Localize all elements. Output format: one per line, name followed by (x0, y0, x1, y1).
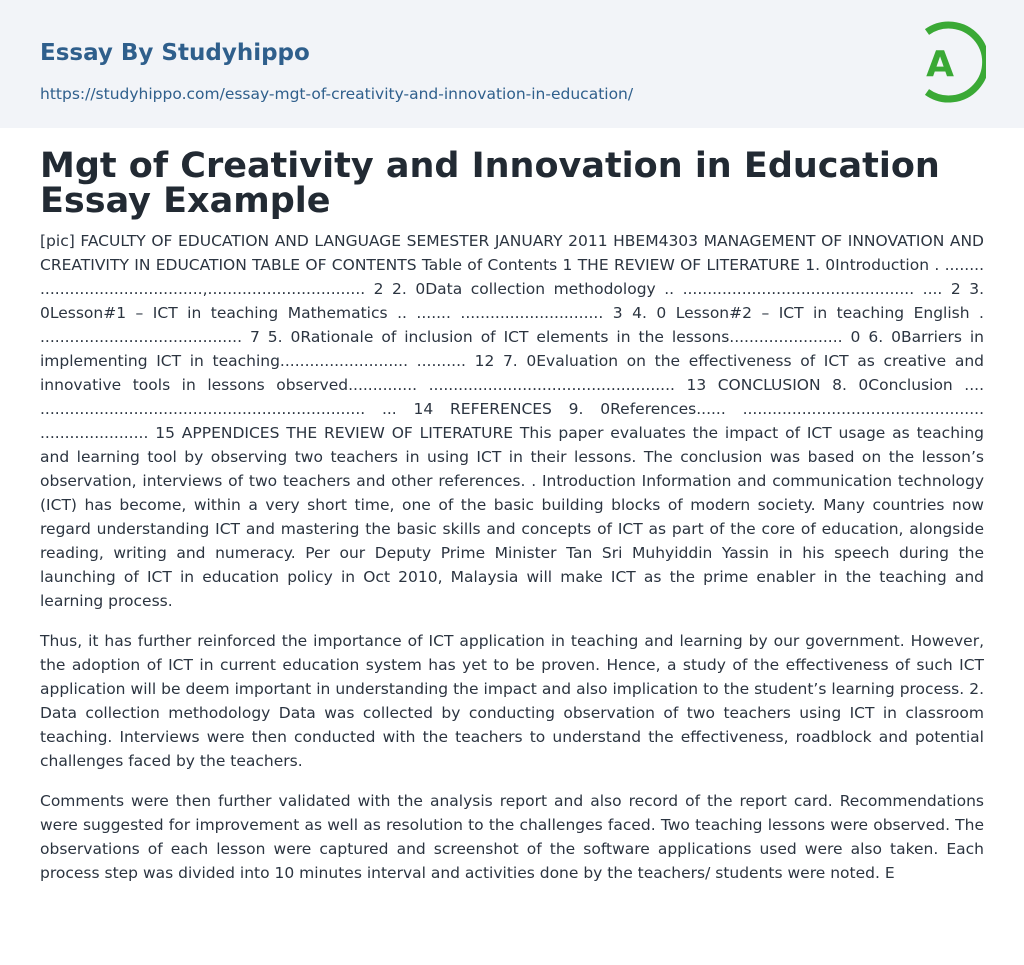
studyhippo-logo-icon[interactable] (912, 19, 986, 105)
site-header (0, 0, 1024, 128)
article-url-link[interactable]: https://studyhippo.com/essay-mgt-of-creativity-and-innovation-in-education/ (40, 85, 634, 103)
page-title: Mgt of Creativity and Innovation in Education Essay Example (40, 146, 940, 221)
article-paragraph: Comments were then further validated with the analysis report and also record of the report card. Recommendations were suggested for improvement as well as resolution to the challenges faced. Two teaching lessons were observed. The observations of each lesson were captured and screenshot of the software applications used were also taken. Each process step was divided into 10 minutes interval and activities done by the teachers/ students were noted. E (40, 792, 984, 882)
logo-letter: A (926, 44, 954, 85)
site-brand[interactable]: Essay By Studyhippo (40, 40, 310, 66)
article-paragraph: Thus, it has further reinforced the importance of ICT application in teaching and learning by our government. However, the adoption of ICT in current education system has yet to be proven. Hence, a study of the effectiveness of such ICT application will be deem important in understanding the impact and also implication to the student’s learning process. 2. Data collection methodology Data was collected by conducting observation of two teachers using ICT in classroom teaching. Interviews were then conducted with the teachers to understand the effectiveness, roadblock and potential challenges faced by the teachers. (40, 632, 984, 770)
article-paragraph: [pic] FACULTY OF EDUCATION AND LANGUAGE SEMESTER JANUARY 2011 HBEM4303 MANAGEMENT OF INNOVATION AND CREATIVITY IN EDUCATION TABLE OF CONTENTS Table of Contents 1 THE REVIEW OF LITERATURE 1. 0Introduction . ........ .................................,................................ 2 2. 0Data collection methodology .. ............................................... .... 2 3. 0Lesson#1 – ICT in teaching Mathematics .. ....... ............................. 3 4. 0 Lesson#2 – ICT in teaching English . ......................................... 7 5. 0Rationale of inclusion of ICT elements in the lessons....................... 0 6. 0Barriers in implementing ICT in teaching.......................... .......... 12 7. 0Evaluation on the effectiveness of ICT as creative and innovative tools in lessons observed.............. .................................................. 13 CONCLUSION 8. 0Conclusion .... .................................................................. ... 14 REFERENCES 9. 0References...... ................................................. ...................... 15 APPENDICES THE REVIEW OF LITERATURE This paper evaluates the impact of ICT usage as teaching and learning tool by observing two teachers in using ICT in their lessons. The conclusion was based on the lesson’s observation, interviews of two teachers and other references. . Introduction Information and communication technology (ICT) has become, within a very short time, one of the basic building blocks of modern society. Many countries now regard understanding ICT and mastering the basic skills and concepts of ICT as part of the core of education, alongside reading, writing and numeracy. Per our Deputy Prime Minister Tan Sri Muhyiddin Yassin in his speech during the launching of ICT in education policy in Oct 2010, Malaysia will make ICT as the prime enabler in the teaching and learning process. (40, 232, 984, 610)
article-body (40, 146, 984, 901)
